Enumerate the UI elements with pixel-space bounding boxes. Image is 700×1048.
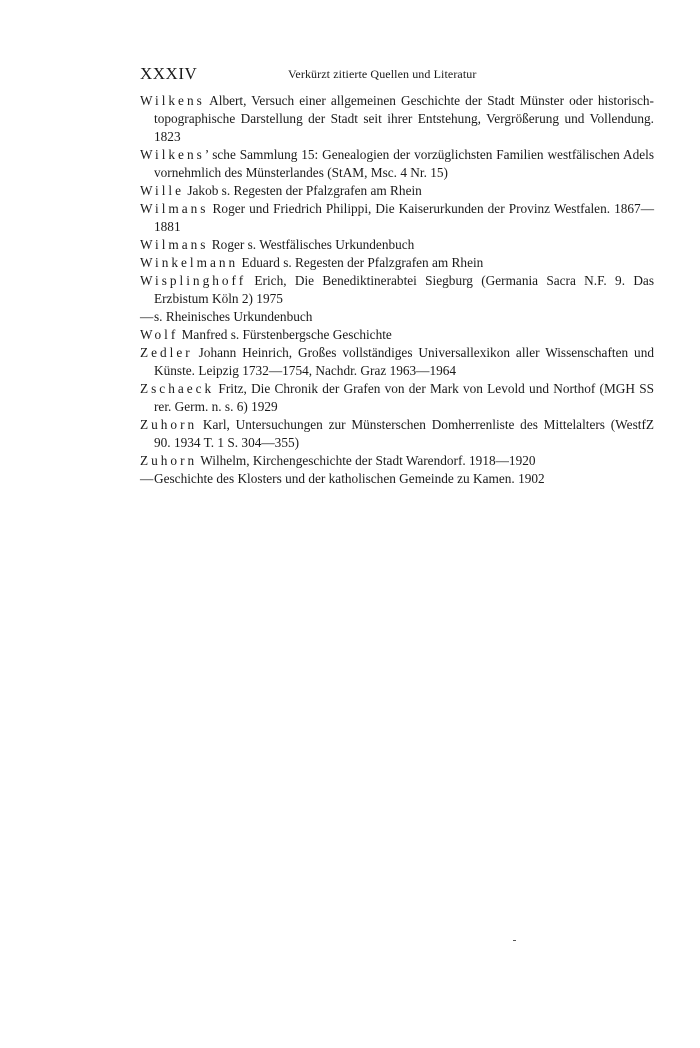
bibliography-entry xyxy=(140,380,654,416)
entry-text: Eduard s. Regesten der Pfalzgrafen am Rhein xyxy=(238,255,484,270)
bibliography-entry xyxy=(140,344,654,380)
entry-text: Roger s. Westfälisches Urkundenbuch xyxy=(208,237,415,252)
bibliography-entry xyxy=(140,254,654,272)
ditto-dash: — xyxy=(140,471,154,486)
entry-text: sche Sammlung 15: Genealogien der vorzüglichsten Familien westfälischen Adels vornehmlich des Münsterlandes (StAM, Msc. 4 Nr. 15) xyxy=(154,147,654,180)
bibliography-entry xyxy=(140,326,654,344)
entry-author: Wilkens xyxy=(140,93,205,108)
bibliography-entry xyxy=(140,92,654,146)
running-title: Verkürzt zitierte Quellen und Literatur xyxy=(288,67,477,81)
entry-text: Jakob s. Regesten der Pfalzgrafen am Rhein xyxy=(184,183,422,198)
entry-author: Zschaeck xyxy=(140,381,215,396)
bibliography-entry xyxy=(140,308,654,326)
bibliography-entry xyxy=(140,200,654,236)
entry-author: Wilmans xyxy=(140,237,209,252)
bibliography-entry xyxy=(140,146,654,182)
entry-author: Zuhorn xyxy=(140,417,198,432)
entry-text: s. Rheinisches Urkundenbuch xyxy=(154,309,313,324)
document-page xyxy=(140,64,654,488)
entry-text: Roger und Friedrich Philippi, Die Kaiserurkunden der Provinz Westfalen. 1867—1881 xyxy=(154,201,654,234)
entry-text: Fritz, Die Chronik der Grafen von der Mark von Levold und Northof (MGH SS rer. Germ. n. s. 6) 1929 xyxy=(154,381,654,414)
entry-text: Wilhelm, Kirchengeschichte der Stadt Warendorf. 1918—1920 xyxy=(197,453,536,468)
entry-author: Zedler xyxy=(140,345,193,360)
entry-text: Johann Heinrich, Großes vollständiges Universallexikon aller Wissenschaften und Künste. Leipzig 1732—1754, Nachdr. Graz 1963—1964 xyxy=(154,345,654,378)
entry-author: Wilkens’ xyxy=(140,147,213,162)
entry-author: Wisplinghoff xyxy=(140,273,247,288)
bibliography-entry xyxy=(140,272,654,308)
bibliography-entry xyxy=(140,452,654,470)
entry-author: Zuhorn xyxy=(140,453,198,468)
bibliography-entry xyxy=(140,182,654,200)
page-number: XXXIV xyxy=(140,64,198,83)
entry-author: Wilmans xyxy=(140,201,209,216)
entry-text: Karl, Untersuchungen zur Münsterschen Domherrenliste des Mittelalters (WestfZ 90. 1934 T. 1 S. 304—355) xyxy=(154,417,654,450)
running-head xyxy=(140,64,654,88)
entry-text: Erich, Die Benediktinerabtei Siegburg (Germania Sacra N.F. 9. Das Erzbistum Köln 2) 1975 xyxy=(154,273,654,306)
entry-text: Geschichte des Klosters und der katholischen Gemeinde zu Kamen. 1902 xyxy=(154,471,545,486)
bibliography-entry xyxy=(140,470,654,488)
bibliography-entry xyxy=(140,416,654,452)
entry-author: Wille xyxy=(140,183,185,198)
ditto-dash: — xyxy=(140,309,154,324)
stray-mark xyxy=(513,940,516,941)
entry-author: Winkelmann xyxy=(140,255,239,270)
entry-text: Manfred s. Fürstenbergsche Geschichte xyxy=(178,327,392,342)
entry-author: Wolf xyxy=(140,327,179,342)
bibliography-entry xyxy=(140,236,654,254)
bibliography-list xyxy=(140,92,654,488)
entry-text: Albert, Versuch einer allgemeinen Geschichte der Stadt Münster oder historisch-topographische Darstellung der Stadt seit ihrer Entstehung, Vergrößerung und Vollendung. 1823 xyxy=(154,93,654,144)
